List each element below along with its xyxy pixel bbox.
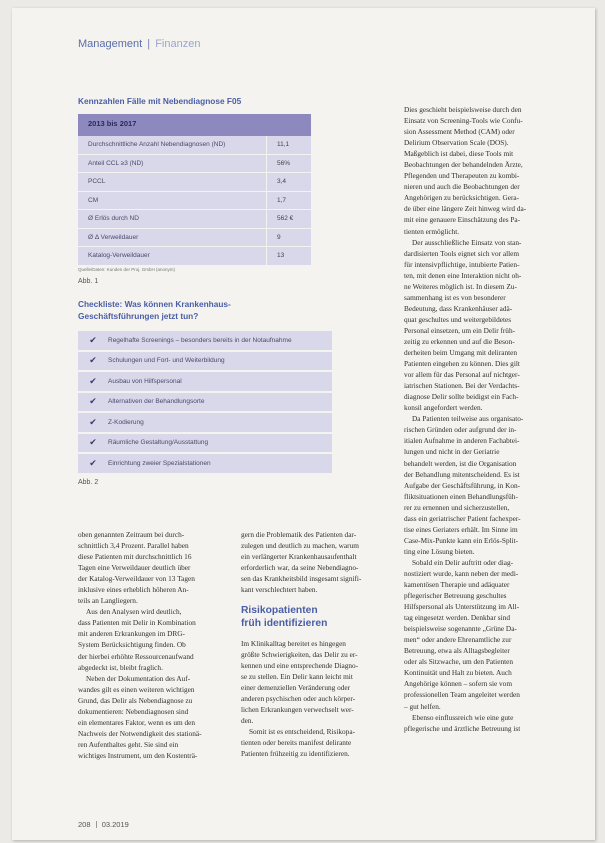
text-line: Ebenso einflussreich wie eine gute (412, 712, 514, 722)
checkmark-icon: ✔ (89, 334, 97, 345)
text-line: tienten ermöglicht. (404, 226, 460, 236)
text-line: größte Schwierigkeiten, das Delir zu er- (241, 650, 358, 660)
text-line: Patienten eingehen zu können. Dies gilt (404, 359, 520, 369)
text-line: pflegerische und ärztliche Betreuung ist (404, 723, 521, 733)
text-line: Einsatz von Screening-Tools wie Confu- (404, 116, 523, 126)
text-line: lichen Erkrankungen verwechselt wer- (241, 705, 354, 715)
text-line: rischen Gründen oder aufgrund der in- (404, 425, 517, 435)
text-line: Aufgabe der Geschäftsführung, in Kon- (404, 480, 521, 490)
subsection-label: Finanzen (155, 38, 201, 50)
text-line: ten, mit denen eine Interaktion nicht oh- (404, 270, 522, 280)
table-column-divider (266, 173, 267, 191)
checklist-item (78, 454, 332, 475)
table-column-divider (266, 155, 267, 173)
text-line: der hierbei erhöhte Ressourcenaufwand (78, 651, 194, 661)
checkmark-icon: ✔ (89, 396, 97, 407)
checklist-item-label: Einrichtung zweier Spezialstationen (108, 459, 211, 467)
table-title: Kennzahlen Fälle mit Nebendiagnose F05 (78, 96, 242, 106)
text-line: men“ oder andere Ehrenamtliche zur (404, 635, 512, 645)
text-line: pflegerischer Betreuung geschultes (404, 591, 507, 601)
text-line: Patienten frühzeitig zu identifizieren. (241, 749, 350, 759)
text-line: derheiten beim Umgang mit deliranten (404, 348, 518, 358)
table-row-label: Katalog-Verweildauer (88, 252, 150, 260)
table-column-divider (266, 136, 267, 154)
checklist-item-label: Alternativen der Behandlungsorte (108, 398, 205, 406)
text-line: gern die Problematik des Patienten dar- (241, 530, 357, 539)
text-line: Tagen eine Verweildauer deutlich über (78, 563, 191, 573)
checklist-box (78, 331, 332, 475)
table-header: 2013 bis 2017 (78, 114, 311, 136)
table-row-value: 3,4 (277, 178, 287, 186)
text-line: fliktsituationen einen Behandlungsfüh- (404, 491, 518, 501)
text-line: tienten oder bereits manifest delirante (241, 738, 352, 748)
text-line: schnittlich 3,4 Prozent. Parallel haben (78, 541, 189, 551)
text-line: kennen und eine entsprechende Diagno- (241, 661, 359, 671)
text-line: Personal einsetzen, um ein Delir früh- (404, 325, 516, 335)
section-header (78, 38, 200, 50)
text-line: den. (241, 716, 254, 726)
table-row-label: Durchschnittliche Anzahl Nebendiagnosen (ND) (88, 141, 226, 149)
table-column-divider (266, 192, 267, 210)
text-line: sammenhang ist es von besonderer (404, 292, 506, 302)
table-row-label: Ø Δ Verweildauer (88, 233, 139, 241)
table-row (78, 173, 311, 192)
issue-number: 03.2019 (101, 820, 129, 829)
text-line: itialen Aufnahme in anderen Fachabtei- (404, 436, 520, 446)
checklist-item-label: Ausbau von Hilfspersonal (108, 377, 182, 385)
text-line: einer demenziellen Veränderung oder (241, 683, 351, 693)
text-line: ein elementares Faktor, wenn es um den (78, 717, 196, 727)
text-line: sen das Krankheitsbild insgesamt signifi- (241, 574, 362, 584)
subheading-line2: früh identifizieren (241, 618, 328, 629)
text-line: behandelt werden, ist die Organisation (404, 458, 517, 468)
text-line: ting eine Lösung bieten. (404, 546, 475, 556)
text-line: Aus den Analysen wird deutlich, (86, 607, 182, 617)
left-column-text (78, 529, 235, 761)
text-line: Betreuung, etwa als Alltagsbegleiter (404, 646, 510, 656)
table-caption: Abb. 1 (78, 278, 99, 285)
middle-column-text-bottom (241, 638, 397, 760)
text-line: oder als Sitzwache, um den Patienten (404, 657, 514, 667)
text-line: ein verlängerter Krankenhausaufenthalt (241, 552, 357, 562)
text-line: teils an Langliegern. (78, 596, 138, 606)
text-line: der Behandlung mitentscheidend. Es ist (404, 469, 520, 479)
checklist-title-line1: Checkliste: Was können Krankenhaus- (78, 299, 231, 309)
text-line: Case-Mix-Punkte kann ein Erlös-Split- (404, 535, 519, 545)
section-label: Management (78, 38, 143, 50)
text-line: Angehörige können – sofern sie vom (404, 679, 513, 689)
text-line: wichtiges Instrument, um den Kostenträ- (78, 750, 198, 760)
text-line: konsil angefordert werden. (404, 403, 483, 413)
table-row (78, 136, 311, 155)
text-line: beispielsweise sogenannte „Grüne Da- (404, 624, 517, 634)
text-line: Sobald ein Delir auftritt oder diag- (412, 557, 514, 567)
text-line: nieren und auch die Beobachtungen der (404, 182, 520, 192)
magazine-page (12, 8, 595, 840)
text-line: kamentösen Therapie und adäquater (404, 580, 510, 590)
page-footer (78, 820, 129, 829)
text-line: professionellen Team angeleitet werden (404, 690, 520, 700)
text-line: erforderlich war, da seine Nebendiagno- (241, 563, 359, 573)
text-line: rer zu ernennen und sicherzustellen, (404, 502, 510, 512)
text-line: Delirium Observation Scale (DOS). (404, 138, 509, 148)
text-line: dokumentieren: Nebendiagnosen sind (78, 706, 189, 716)
text-line: quat geschultes und weitergebildetes (404, 314, 512, 324)
text-line: tag eingesetzt werden. Denkbar sind (404, 613, 510, 623)
text-line: anderen psychischen oder auch körper- (241, 694, 356, 704)
text-line: mit anderen Erkrankungen im DRG- (78, 629, 185, 639)
table-row-value: 11,1 (277, 141, 290, 149)
text-line: ne Weiteres möglich ist. In diesem Zu- (404, 281, 517, 291)
table-row (78, 247, 311, 266)
kennzahlen-table (78, 114, 311, 266)
text-line: dass Patienten mit Delir in Kombination (78, 618, 196, 628)
table-row-value: 56% (277, 159, 291, 167)
table-source: Quelle/Daten: Kunden der Proj. GmbH (anonym) (78, 267, 176, 272)
checklist-item (78, 331, 332, 352)
checklist-item-label: Schulungen und Fort- und Weiterbildung (108, 357, 225, 365)
checklist-title (78, 298, 231, 322)
text-line: Hilfspersonal als Unterstützung im All- (404, 602, 520, 612)
text-line: zeitig zu erkennen und auf die Beson- (404, 336, 515, 346)
checkmark-icon: ✔ (89, 416, 97, 427)
text-line: Beobachtungen der behandelnden Ärzte, (404, 160, 523, 170)
text-line: Neben der Dokumentation des Auf- (86, 673, 191, 683)
table-column-divider (266, 210, 267, 228)
text-line: dass ein geriatrischer Patient fachexper- (404, 513, 521, 523)
text-line: Angehörigen zu berücksichtigen. Gera- (404, 193, 520, 203)
text-line: zulegen und deutlich zu machen, warum (241, 541, 359, 551)
text-line: Dies geschieht beispielsweise durch den (404, 105, 522, 114)
text-line: ren Aufenthaltes geht. Sie sind ein (78, 739, 179, 749)
text-line: sion Assessment Method (CAM) oder (404, 127, 515, 137)
text-line: der Katalog-Verweildauer von 13 Tagen (78, 574, 195, 584)
text-line: Maßgeblich ist dabei, diese Tools mit (404, 149, 514, 159)
text-line: se zu stellen. Ein Delir kann leicht mit (241, 672, 353, 682)
text-line: Grund, das Delir als Nebendiagnose zu (78, 695, 193, 705)
table-body (78, 136, 311, 266)
table-row-label: PCCL (88, 178, 106, 186)
footer-divider (96, 821, 97, 828)
table-row-label: Anteil CCL ≥3 (ND) (88, 159, 144, 167)
text-line: lungen und nicht in der Geriatrie (404, 447, 500, 457)
text-line: Da Patienten teilweise aus organisato- (412, 414, 524, 424)
text-line: Somit ist es entscheidend, Risikopa- (249, 727, 355, 737)
section-separator: | (147, 38, 151, 50)
text-line: oben genannten Zeitraum bei durch- (78, 530, 185, 539)
table-row-value: 562 € (277, 215, 294, 223)
text-line: nostiziert wurde, kann neben der medi- (404, 568, 519, 578)
checklist-item-label: Regelhafte Screenings – besonders bereits in der Notaufnahme (108, 336, 292, 344)
text-line: diagnose Delir sollte beidigst ein Fach- (404, 392, 519, 402)
checkmark-icon: ✔ (89, 355, 97, 366)
text-line: de über eine längere Zeit hinweg wird da- (404, 204, 527, 214)
text-line: diese Patienten mit durchschnittlich 16 (78, 552, 192, 562)
checklist-caption: Abb. 2 (78, 479, 99, 486)
table-row-value: 13 (277, 252, 285, 260)
text-line: für intensivpflichtige, intubierte Patien- (404, 259, 520, 269)
checklist-item-label: Z-Kodierung (108, 418, 144, 426)
checkmark-icon: ✔ (89, 457, 97, 468)
text-line: Kontinuität und Halt zu bieten. Auch (404, 668, 512, 678)
text-line: Pflegenden und Therapeuten zu kombi- (404, 171, 520, 181)
section-subheading (241, 604, 327, 630)
subheading-line1: Risikopatienten (241, 605, 318, 616)
checkmark-icon: ✔ (89, 375, 97, 386)
middle-column-text-top (241, 529, 397, 595)
text-line: tise eines Geriaters erhält. Im Sinne im (404, 524, 518, 534)
text-line: Nachweis der Notwendigkeit des stationä- (78, 728, 202, 738)
page-number: 208 (78, 820, 91, 829)
checklist-item (78, 352, 332, 373)
text-line: inklusive eines erheblich höheren An- (78, 585, 189, 595)
text-line: Der ausschließliche Einsatz von stan- (412, 237, 522, 247)
checklist-item (78, 393, 332, 414)
text-line: System Berücksichtigung finden. Ob (78, 640, 186, 650)
checklist-item (78, 434, 332, 455)
text-line: mit eine genauere Einschätzung des Pa- (404, 215, 521, 225)
checkmark-icon: ✔ (89, 437, 97, 448)
checklist-item (78, 413, 332, 434)
text-line: vor allem für das Personal auf nichtger- (404, 370, 520, 380)
text-line: kant verschlechtert haben. (241, 585, 318, 595)
checklist-item-label: Räumliche Gestaltung/Ausstattung (108, 439, 209, 447)
table-row-label: CM (88, 196, 99, 204)
text-line: wandes gilt es einen weiteren wichtigen (78, 684, 195, 694)
text-line: iatrischen Stationen. Bei der Verdachts- (404, 381, 520, 391)
table-row-value: 1,7 (277, 196, 287, 204)
table-column-divider (266, 247, 267, 265)
checklist-item (78, 372, 332, 393)
table-row-label: Ø Erlös durch ND (88, 215, 139, 223)
text-line: Bedeutung, dass Krankenhäuser adä- (404, 303, 513, 313)
text-line: Im Klinikalltag bereitet es hingegen (241, 639, 346, 648)
text-line: abgedeckt ist, bleibt fraglich. (78, 662, 163, 672)
table-row (78, 192, 311, 211)
table-row (78, 155, 311, 174)
text-line: dardisierten Tools eignet sich vor allem (404, 248, 520, 258)
table-row-value: 9 (277, 233, 281, 241)
table-row (78, 210, 311, 229)
checklist-title-line2: Geschäftsführungen jetzt tun? (78, 311, 199, 321)
table-column-divider (266, 229, 267, 247)
right-column-text (404, 104, 563, 734)
table-row (78, 229, 311, 248)
text-line: – gut helfen. (404, 701, 441, 711)
